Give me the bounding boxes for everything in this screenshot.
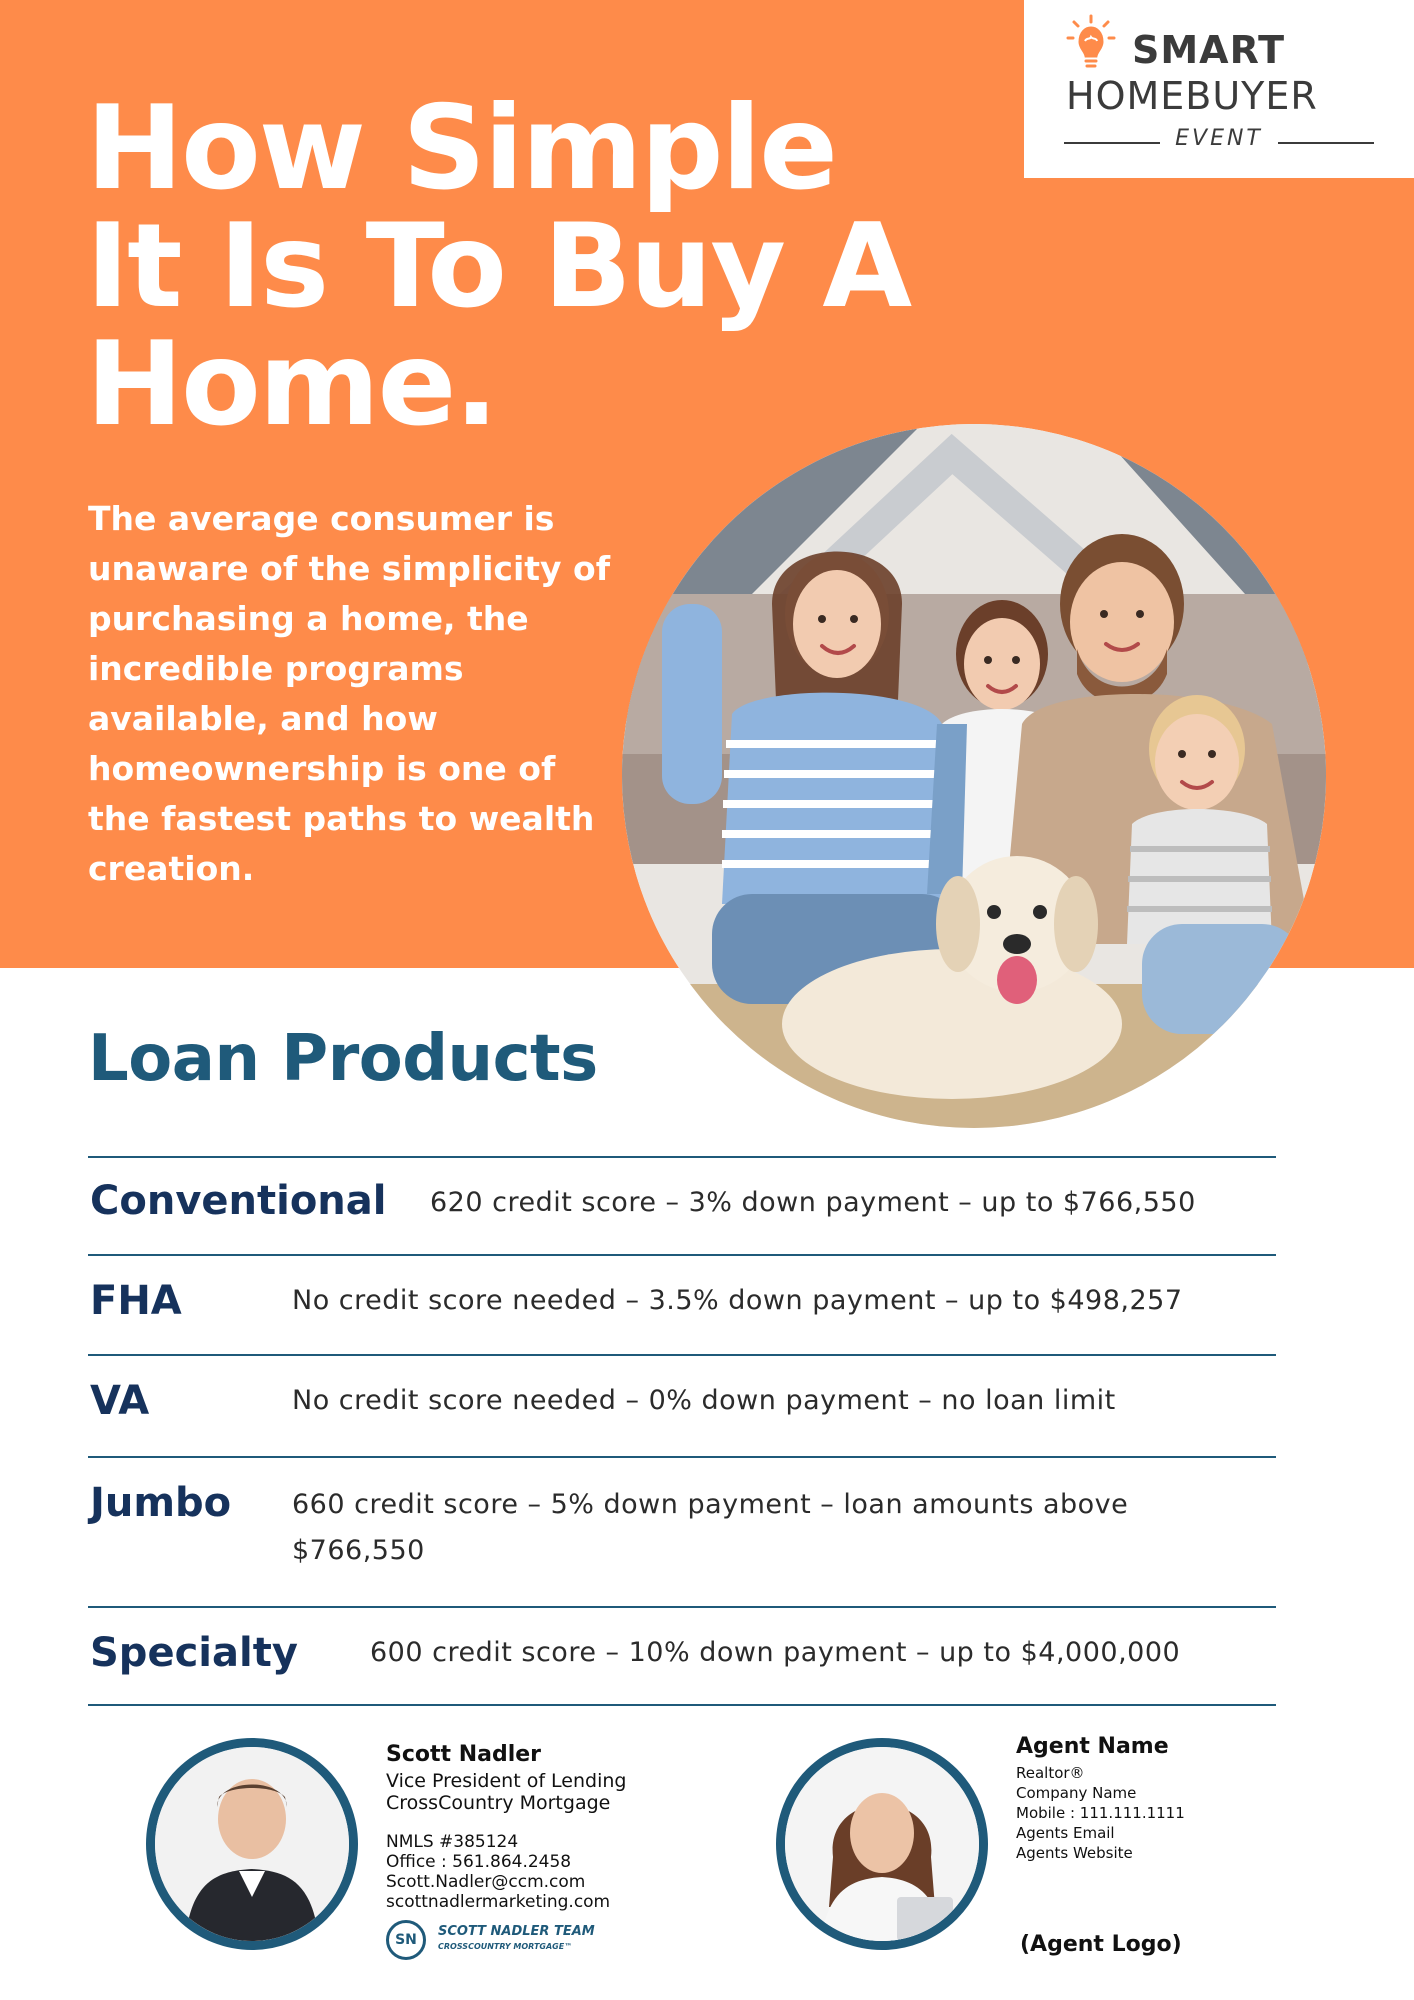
page-headline — [86, 81, 1066, 452]
lender-office-phone[interactable]: Office : 561.864.2458 — [386, 1852, 572, 1872]
agent-portrait — [785, 1747, 979, 1941]
loan-row-specialty — [88, 1606, 1276, 1706]
lightbulb-brain-icon — [1066, 14, 1116, 72]
family-illustration — [622, 424, 1326, 1128]
loan-description: No credit score needed – 0% down payment – no loan limit — [292, 1385, 1116, 1416]
lender-website-link[interactable]: scottnadlermarketing.com — [386, 1892, 611, 1912]
loan-name: VA — [90, 1378, 150, 1424]
headline-line-1: How Simple — [86, 81, 836, 216]
lender-portrait — [155, 1747, 349, 1941]
team-monogram-icon — [386, 1920, 426, 1960]
team-name: SCOTT NADLER TEAM — [438, 1924, 595, 1939]
loan-row-va — [88, 1354, 1276, 1456]
agent-logo-placeholder: (Agent Logo) — [1020, 1932, 1182, 1957]
lender-email-link[interactable]: Scott.Nadler@ccm.com — [386, 1872, 586, 1892]
agent-website-link[interactable]: Agents Website — [1016, 1844, 1133, 1862]
scott-nadler-team-logo — [386, 1920, 606, 1962]
loan-description: 660 credit score – 5% down payment – loan amounts above $766,550 — [292, 1489, 1129, 1566]
agent-mobile-phone[interactable]: Mobile : 111.111.1111 — [1016, 1804, 1185, 1822]
loan-name: Specialty — [90, 1630, 298, 1676]
logo-event-text: EVENT — [1175, 126, 1263, 151]
loan-description: No credit score needed – 3.5% down payment – up to $498,257 — [292, 1285, 1183, 1316]
loan-name: Jumbo — [90, 1480, 232, 1526]
loan-row-jumbo — [88, 1456, 1276, 1606]
headline-line-3: Home. — [86, 317, 497, 452]
lender-name: Scott Nadler — [386, 1742, 542, 1767]
agent-title: Realtor® — [1016, 1764, 1085, 1782]
headline-line-2: It Is To Buy A — [86, 199, 911, 334]
loan-row-conventional — [88, 1156, 1276, 1254]
loan-products-table — [88, 1156, 1276, 1706]
smart-homebuyer-logo — [1024, 0, 1414, 178]
lender-nmls: NMLS #385124 — [386, 1832, 519, 1852]
logo-smart-text: SMART — [1132, 28, 1286, 72]
loan-row-fha — [88, 1254, 1276, 1354]
loan-name: Conventional — [90, 1178, 387, 1224]
agent-avatar — [776, 1738, 988, 1950]
lender-avatar — [146, 1738, 358, 1950]
loan-products-title: Loan Products — [88, 1022, 598, 1096]
team-monogram-text: SN — [395, 1932, 417, 1948]
lender-company: CrossCountry Mortgage — [386, 1792, 611, 1814]
loan-description: 600 credit score – 10% down payment – up to $4,000,000 — [370, 1637, 1181, 1668]
loan-name: FHA — [90, 1278, 182, 1324]
team-subtitle: CROSSCOUNTRY MORTGAGE™ — [438, 1942, 573, 1951]
agent-name: Agent Name — [1016, 1734, 1169, 1759]
family-photo — [622, 424, 1326, 1128]
logo-homebuyer-text: HOMEBUYER — [1066, 74, 1318, 118]
agent-email-link[interactable]: Agents Email — [1016, 1824, 1115, 1842]
lender-title: Vice President of Lending — [386, 1770, 627, 1792]
agent-company: Company Name — [1016, 1784, 1137, 1802]
intro-paragraph: The average consumer is unaware of the simplicity of purchasing a home, the incredible programs available, and how homeownership is one of the fastest paths to wealth creation. — [88, 499, 611, 888]
loan-description: 620 credit score – 3% down payment – up to $766,550 — [430, 1187, 1196, 1218]
